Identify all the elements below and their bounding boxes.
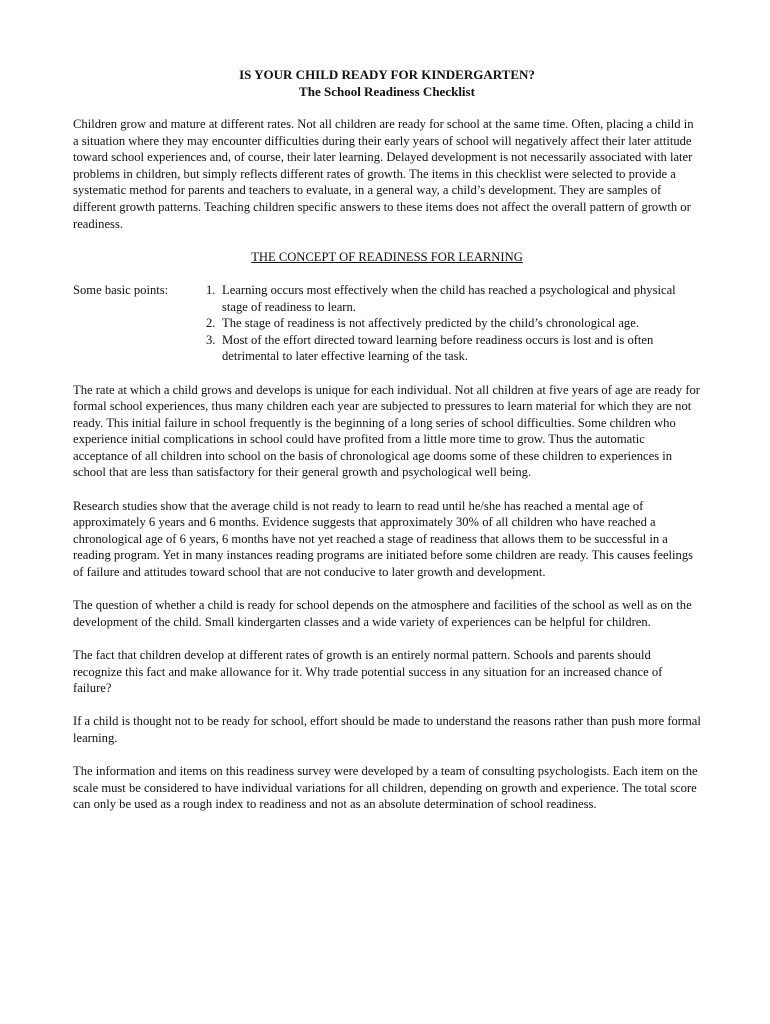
body-paragraph-normal-pattern: The fact that children develop at different rates of growth is an entirely normal pattern. Schools and parents should recognize this fact and make allowance for it. Why trade potential success in any situation for an increased chance of failure? bbox=[73, 648, 663, 696]
body-paragraph-growth-rate: The rate at which a child grows and develops is unique for each individual. Not all children at five years of age are ready for formal school experiences, thus many children each year are subjected to pressures to learn material for which they are not ready. This initial failure in school frequently is the beginning of a long series of school difficulties. Some children who experience initial complications in school could have profited from a little more time to grow. Thus the automatic acceptance of all children into school on the basis of chronological age dooms some of these children to experiences in school that are less than satisfactory for their general growth and psychological well being. bbox=[73, 382, 701, 480]
document-subtitle: The School Readiness Checklist bbox=[299, 84, 475, 99]
list-item bbox=[206, 332, 701, 365]
list-item bbox=[206, 282, 701, 315]
intro-paragraph: Children grow and mature at different rates. Not all children are ready for school at the same time. Often, placing a child in a situation where they may encounter difficulties during their early years of school will negatively affect their later attitude toward school experiences and, of course, their later learning. Delayed development is not necessarily associated with later problems in children, but simply reflects different rates of growth. The items in this checklist were selected to provide a systematic method for parents and teachers to evaluate, in a general way, a child’s development. They are samples of different growth patterns. Teaching children specific answers to these items does not affect the overall pattern of growth or readiness. bbox=[73, 117, 694, 231]
body-paragraph-not-ready: If a child is thought not to be ready for school, effort should be made to understand the reasons rather than push more formal learning. bbox=[73, 714, 701, 745]
section-heading: THE CONCEPT OF READINESS FOR LEARNING bbox=[251, 249, 523, 264]
document-page bbox=[73, 66, 701, 830]
body-paragraph-survey-info: The information and items on this readiness survey were developed by a team of consulting psychologists. Each item on the scale must be considered to have individual variations for all children, depending on growth and experience. The total score can only be used as a rough index to readiness and not as an absolute determination of school readiness. bbox=[73, 764, 698, 812]
basic-points bbox=[73, 282, 701, 365]
list-item-text: Learning occurs most effectively when the child has reached a psychological and physical stage of readiness to learn. bbox=[222, 282, 676, 314]
list-item-number: 2. bbox=[206, 316, 216, 331]
basic-points-list bbox=[206, 282, 701, 365]
basic-points-label: Some basic points: bbox=[73, 282, 169, 297]
list-item-number: 3. bbox=[206, 332, 216, 347]
body-paragraph-school-atmosphere: The question of whether a child is ready for school depends on the atmosphere and facilities of the school as well as on the development of the child. Small kindergarten classes and a wide variety of experiences can be helpful for children. bbox=[73, 598, 692, 629]
body-paragraph-research: Research studies show that the average child is not ready to learn to read until he/she has reached a mental age of approximately 6 years and 6 months. Evidence suggests that approximately 30% of all children who have reached a chronological age of 6 years, 6 months have not yet reached a stage of readiness that allows them to be successful in a reading program. Yet in many instances reading programs are initiated before some children are ready. This causes feelings of failure and attitudes toward school that are not conducive to later growth and development. bbox=[73, 498, 694, 580]
document-title: IS YOUR CHILD READY FOR KINDERGARTEN? bbox=[239, 67, 535, 82]
list-item-text: Most of the effort directed toward learning before readiness occurs is lost and is often detrimental to later effective learning of the task. bbox=[222, 332, 654, 364]
list-item-number: 1. bbox=[206, 282, 216, 297]
list-item bbox=[206, 315, 701, 332]
list-item-text: The stage of readiness is not affectively predicted by the child’s chronological age. bbox=[222, 316, 639, 331]
